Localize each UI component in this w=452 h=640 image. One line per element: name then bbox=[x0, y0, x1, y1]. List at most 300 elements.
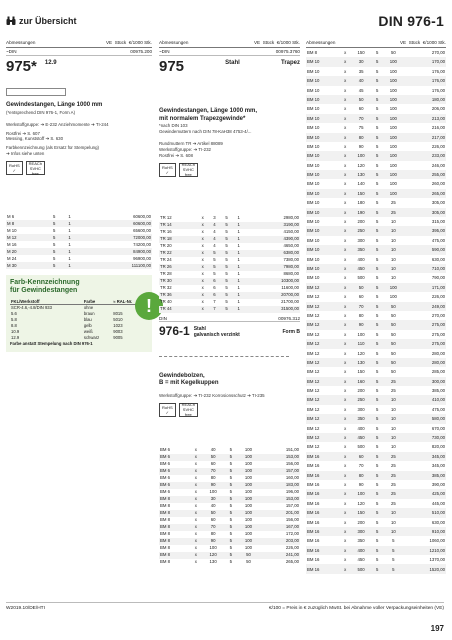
table-header-cell: ≈ RAL-Nr. bbox=[112, 298, 148, 304]
table-cell: x bbox=[340, 527, 350, 536]
table-cell: 1210,00 bbox=[404, 546, 446, 555]
table-cell: 40 bbox=[350, 76, 372, 85]
table-cell: 100 bbox=[382, 170, 404, 179]
table-cell: TR 20 bbox=[160, 243, 172, 249]
product-title: Gewindestangen, Länge 1000 mm, bbox=[159, 108, 258, 115]
table-cell: 10 bbox=[382, 226, 404, 235]
table-cell: 45 bbox=[358, 87, 364, 93]
table-cell: 5 bbox=[229, 559, 232, 565]
table-cell: x bbox=[340, 57, 350, 66]
table-cell: 90 bbox=[201, 538, 225, 545]
table-row bbox=[159, 552, 300, 559]
table-cell: 226,00 bbox=[431, 294, 445, 300]
table-cell: x bbox=[340, 358, 350, 367]
table-row bbox=[306, 480, 446, 489]
table-cell: 5 bbox=[229, 545, 232, 551]
table-cell: 5 bbox=[221, 222, 233, 229]
table-cell: 1023 bbox=[113, 322, 123, 328]
table-cell: BM 10 bbox=[306, 151, 340, 160]
table-cell: 120 bbox=[357, 350, 365, 356]
table-cell: x bbox=[340, 546, 350, 555]
table-row bbox=[159, 510, 300, 517]
table-cell: 1 bbox=[237, 215, 240, 221]
table-cell: TR 40 bbox=[160, 299, 172, 305]
table-cell: 5 bbox=[376, 350, 379, 356]
table-row bbox=[6, 255, 152, 262]
table-cell: 5 bbox=[376, 500, 379, 506]
table-cell: BM 12 bbox=[307, 294, 320, 300]
table-cell: 5 bbox=[372, 358, 382, 367]
table-cell: 500 bbox=[357, 275, 365, 281]
table-cell: x bbox=[201, 229, 204, 235]
column-din-975-12-9 bbox=[6, 40, 152, 352]
table-cell: BM 12 bbox=[306, 377, 340, 386]
table-cell: 9003 bbox=[113, 328, 123, 334]
table-row bbox=[6, 227, 152, 234]
header-price: €/1000 Stk. bbox=[276, 40, 300, 45]
table-row bbox=[306, 179, 446, 188]
table-cell: 5 bbox=[372, 377, 382, 386]
table-cell: 5 bbox=[376, 519, 379, 525]
table-cell: 60600,00 bbox=[133, 214, 151, 220]
table-cell: 590,00 bbox=[404, 245, 446, 254]
table-cell: 100 bbox=[389, 87, 397, 93]
table-cell: 300 bbox=[350, 527, 372, 536]
table-cell: 25 bbox=[390, 481, 396, 487]
table-cell: BM 10 bbox=[307, 237, 320, 243]
table-row bbox=[306, 536, 446, 545]
table-cell: 100 bbox=[389, 181, 397, 187]
table-cell: 246,00 bbox=[431, 162, 445, 168]
table-cell: BM 10 bbox=[307, 200, 320, 206]
table-cell: 5 bbox=[221, 278, 233, 285]
table-cell: 5 bbox=[221, 236, 233, 243]
trapez-price-table bbox=[159, 215, 300, 313]
table-row bbox=[306, 245, 446, 254]
compliance-badges bbox=[6, 161, 152, 175]
table-cell: 5 bbox=[376, 275, 379, 281]
table-cell: BM 12 bbox=[306, 414, 340, 423]
table-cell: BM 10 bbox=[307, 87, 320, 93]
table-cell: 5 bbox=[372, 395, 382, 404]
table-cell: x bbox=[344, 369, 347, 375]
table-cell: 5 bbox=[376, 181, 379, 187]
table-row bbox=[159, 229, 300, 236]
table-cell: BM 12 bbox=[307, 350, 320, 356]
table-cell: 5 bbox=[221, 264, 233, 271]
article-number: 00976.312 bbox=[278, 315, 300, 321]
table-cell: BM 12 bbox=[307, 406, 320, 412]
table-cell: 820,00 bbox=[431, 444, 445, 450]
table-cell: 4 bbox=[208, 236, 220, 243]
table-cell: 5 bbox=[213, 257, 216, 263]
table-cell: TR 32 bbox=[160, 285, 172, 291]
round-nut-link[interactable]: Rundmuttern TR ➔ Artikel 88089 bbox=[159, 140, 223, 146]
table-cell: 5 bbox=[225, 257, 228, 263]
material-group-link[interactable]: Werkstoffgruppe: ➔ E-232 Anziehmomente ➔ TI-244 bbox=[6, 121, 109, 127]
table-cell: BM 6 bbox=[160, 461, 171, 467]
table-cell: 153,00 bbox=[260, 496, 300, 503]
table-cell: x bbox=[190, 468, 201, 475]
table-cell: 60 bbox=[358, 294, 364, 300]
header-ve: VE bbox=[105, 40, 113, 45]
table-row bbox=[159, 496, 300, 503]
table-cell: 100 bbox=[209, 545, 217, 551]
table-cell: 6 bbox=[213, 285, 216, 291]
table-cell: 213,00 bbox=[404, 114, 446, 123]
table-cell: x bbox=[344, 237, 347, 243]
table-cell: 265,00 bbox=[285, 559, 299, 565]
table-cell: 176,00 bbox=[431, 87, 445, 93]
table-cell: 80 bbox=[210, 531, 216, 537]
table-cell: 425,00 bbox=[404, 489, 446, 498]
table-cell: 70 bbox=[350, 114, 372, 123]
table-cell: 5 bbox=[376, 369, 379, 375]
table-cell: 5 bbox=[372, 471, 382, 480]
table-cell: 5 bbox=[52, 228, 56, 234]
table-cell: 50 bbox=[390, 331, 396, 337]
table-cell: 84900,00 bbox=[77, 248, 152, 255]
table-cell: 1 bbox=[68, 228, 71, 234]
table-row bbox=[10, 334, 148, 340]
table-cell: 160,00 bbox=[285, 475, 299, 481]
table-cell: BM 10 bbox=[306, 114, 340, 123]
table-cell: 670,00 bbox=[431, 425, 445, 431]
table-row bbox=[6, 213, 152, 220]
table-cell: BM 6 bbox=[160, 447, 171, 453]
back-to-overview-link[interactable] bbox=[6, 16, 77, 26]
table-cell: x bbox=[344, 500, 347, 506]
free-label: free bbox=[31, 170, 39, 176]
table-cell: 40 bbox=[210, 447, 216, 453]
table-cell: 100 bbox=[244, 517, 253, 523]
table-cell: 275,00 bbox=[431, 331, 445, 337]
table-cell: 1 bbox=[62, 262, 77, 269]
table-cell: 70 bbox=[201, 468, 225, 475]
table-cell: 450 bbox=[350, 264, 372, 273]
table-cell: x bbox=[194, 475, 197, 481]
table-cell: 100 bbox=[237, 510, 261, 517]
table-cell: 12.9 bbox=[11, 334, 20, 340]
table-cell: x bbox=[344, 331, 347, 337]
table-cell: x bbox=[197, 278, 208, 285]
table-cell: BM 8 bbox=[159, 496, 190, 503]
table-cell: BM 8 bbox=[160, 531, 171, 537]
table-cell: 5 bbox=[225, 524, 236, 531]
table-cell: TR 28 bbox=[160, 271, 172, 277]
table-cell: 315,00 bbox=[431, 219, 445, 225]
table-cell: 5 bbox=[229, 531, 232, 537]
table-cell: 5 bbox=[376, 425, 379, 431]
table-cell: 5 bbox=[225, 285, 228, 291]
table-cell: 2980,00 bbox=[283, 215, 299, 221]
table-cell: 5 bbox=[372, 245, 382, 254]
free-label: free bbox=[184, 412, 192, 418]
table-cell: BM 12 bbox=[307, 444, 320, 450]
table-cell: 1 bbox=[62, 234, 77, 241]
table-cell: 110 bbox=[350, 339, 372, 348]
top-bar bbox=[0, 0, 452, 38]
table-cell: 580,00 bbox=[404, 414, 446, 423]
table-cell: 167,00 bbox=[260, 524, 300, 531]
table-cell: 445,00 bbox=[431, 500, 445, 506]
table-cell: 1 bbox=[237, 243, 240, 249]
table-cell: 5 bbox=[221, 292, 233, 299]
table-cell: 250 bbox=[350, 395, 372, 404]
table-cell: 50 bbox=[201, 510, 225, 517]
table-cell: 5 bbox=[225, 243, 228, 249]
table-row bbox=[306, 367, 446, 376]
table-cell: 260,00 bbox=[431, 181, 445, 187]
table-cell: x bbox=[194, 447, 197, 453]
table-cell: 60600,00 bbox=[77, 220, 152, 227]
table-cell: 4150,00 bbox=[283, 229, 299, 235]
table-cell: 270,00 bbox=[431, 312, 445, 318]
column-header bbox=[306, 40, 446, 48]
table-cell: x bbox=[194, 545, 197, 551]
table-row bbox=[306, 264, 446, 273]
table-cell: 100 bbox=[389, 125, 397, 131]
table-cell: 206,00 bbox=[431, 106, 445, 112]
footer bbox=[6, 602, 444, 611]
table-cell: 100 bbox=[382, 95, 404, 104]
table-row bbox=[159, 292, 300, 299]
table-cell: 280,00 bbox=[404, 358, 446, 367]
table-cell: x bbox=[344, 200, 347, 206]
table-cell: x bbox=[197, 306, 208, 313]
table-cell: x bbox=[340, 264, 350, 273]
table-row bbox=[306, 151, 446, 160]
table-cell: BM 16 bbox=[306, 452, 340, 461]
table-row bbox=[159, 545, 300, 552]
table-row bbox=[306, 123, 446, 132]
color-code-info-link[interactable]: ➔ Infos siehe unten bbox=[6, 151, 45, 157]
table-cell: 5 bbox=[372, 57, 382, 66]
table-cell: 285,00 bbox=[431, 369, 445, 375]
table-cell: 4 bbox=[213, 229, 216, 235]
table-row bbox=[306, 236, 446, 245]
table-cell: x bbox=[197, 222, 208, 229]
table-cell: M 20 bbox=[6, 248, 46, 255]
table-cell: x bbox=[344, 50, 347, 56]
table-cell: 172,00 bbox=[285, 531, 299, 537]
stainless-link[interactable]: Rostfrei ➔ S. 607 bbox=[6, 130, 40, 136]
material-group-link[interactable]: Werkstoffgruppe: ➔ TI-232 bbox=[159, 146, 212, 152]
table-cell: BM 16 bbox=[306, 508, 340, 517]
table-cell: 60 bbox=[358, 106, 364, 112]
back-label[interactable]: zur Übersicht bbox=[19, 16, 77, 26]
table-cell: 1370,00 bbox=[429, 557, 445, 563]
table-cell: 25 bbox=[390, 200, 396, 206]
table-cell: x bbox=[344, 312, 347, 318]
table-cell: 5 bbox=[225, 482, 236, 489]
check-icon: ✓ bbox=[12, 168, 17, 174]
table-cell: M 16 bbox=[7, 242, 17, 248]
table-cell: x bbox=[340, 339, 350, 348]
table-cell: 111100,00 bbox=[77, 262, 152, 269]
table-cell: 10 bbox=[382, 414, 404, 423]
table-cell: BM 10 bbox=[307, 68, 320, 74]
table-cell: 100 bbox=[382, 189, 404, 198]
table-cell: 5 bbox=[382, 564, 404, 573]
header-qty: Stück bbox=[114, 40, 127, 45]
table-cell: 1 bbox=[233, 222, 245, 229]
table-cell: 5 bbox=[372, 226, 382, 235]
table-cell: x bbox=[190, 510, 201, 517]
table-cell: BM 16 bbox=[306, 489, 340, 498]
table-cell: 75 bbox=[358, 125, 364, 131]
table-cell: 183,00 bbox=[260, 482, 300, 489]
table-cell: 100 bbox=[389, 106, 397, 112]
table-row bbox=[6, 248, 152, 255]
table-cell: 5 bbox=[372, 452, 382, 461]
strength-class: 12.9 bbox=[44, 59, 57, 66]
table-cell: 130 bbox=[350, 170, 372, 179]
table-cell: 5 bbox=[52, 242, 56, 248]
table-cell: BM 12 bbox=[306, 283, 340, 292]
reach-label: REACh bbox=[181, 162, 196, 168]
svhc-label: SVHC bbox=[29, 165, 41, 171]
product-number bbox=[6, 58, 152, 77]
table-cell: x bbox=[344, 275, 347, 281]
table-cell: 5 bbox=[225, 496, 236, 503]
table-cell: 5 bbox=[229, 447, 232, 453]
table-cell: 70 bbox=[350, 302, 372, 311]
table-cell: 5 bbox=[208, 264, 220, 271]
table-cell: 5010 bbox=[113, 316, 123, 322]
table-cell: x bbox=[340, 95, 350, 104]
table-cell: 50 bbox=[390, 369, 396, 375]
table-cell: BM 12 bbox=[307, 425, 320, 431]
table-cell: 5 bbox=[376, 68, 379, 74]
table-cell: 100 bbox=[244, 531, 253, 537]
product-title: Gewindestangen, Länge 1000 mm bbox=[6, 102, 103, 109]
table-cell: 450 bbox=[350, 433, 372, 442]
table-cell: 176,00 bbox=[404, 76, 446, 85]
table-row bbox=[159, 517, 300, 524]
table-cell: 151,00 bbox=[285, 447, 299, 453]
table-cell: 150 bbox=[357, 369, 365, 375]
table-cell: 5 bbox=[376, 219, 379, 225]
table-cell: BM 8 bbox=[159, 538, 190, 545]
table-cell: x bbox=[344, 68, 347, 74]
brass-link[interactable]: Messing, Kunststoff ➔ S. 630 bbox=[6, 136, 64, 142]
pin-price-table-continued bbox=[306, 48, 446, 574]
table-row bbox=[306, 142, 446, 151]
stainless-link[interactable]: Rostfrei ➔ S. 608 bbox=[159, 152, 193, 158]
table-cell: 100 bbox=[382, 133, 404, 142]
column-din-975-trapez bbox=[159, 40, 300, 566]
pin-price-table bbox=[159, 447, 300, 566]
table-cell: 395,00 bbox=[404, 226, 446, 235]
table-cell: 5 bbox=[372, 564, 382, 573]
table-cell: TR 16 bbox=[160, 229, 172, 235]
table-cell: 5 bbox=[376, 143, 379, 149]
table-cell: 5 bbox=[213, 271, 216, 277]
table-cell: 72000,00 bbox=[77, 234, 152, 241]
threaded-rod-drawing bbox=[6, 88, 66, 96]
table-row bbox=[306, 67, 446, 76]
table-cell: 180,00 bbox=[404, 95, 446, 104]
table-cell: 100 bbox=[382, 57, 404, 66]
table-cell: 25 bbox=[382, 471, 404, 480]
table-row bbox=[159, 461, 300, 468]
table-cell: 60 bbox=[210, 461, 216, 467]
table-row bbox=[306, 414, 446, 423]
table-cell: 5.8 bbox=[11, 316, 17, 322]
table-cell: 1 bbox=[233, 264, 245, 271]
table-cell: BM 12 bbox=[307, 388, 320, 394]
table-cell: 96900,00 bbox=[133, 256, 151, 262]
table-cell: BM 10 bbox=[307, 125, 320, 131]
table-cell: 160 bbox=[350, 377, 372, 386]
table-cell: x bbox=[340, 414, 350, 423]
table-cell: 475,00 bbox=[431, 406, 445, 412]
table-row bbox=[6, 262, 152, 269]
table-cell: 5 bbox=[225, 538, 236, 545]
pin-material-link[interactable]: Werkstoffgruppe: ➔ TI-232 Korrosionsschutz ➔ TI-235 bbox=[159, 392, 265, 398]
table-cell: BM 16 bbox=[307, 557, 320, 563]
table-cell: x bbox=[194, 531, 197, 537]
table-cell: x bbox=[344, 538, 347, 544]
table-cell: 200 bbox=[357, 388, 365, 394]
catalog-edition: W2019.10/DE/HTI bbox=[6, 606, 45, 611]
table-cell: M 10 bbox=[7, 228, 17, 234]
rohs-badge bbox=[6, 161, 23, 175]
header-ve: VE bbox=[253, 40, 261, 45]
reach-label: REACh bbox=[181, 402, 196, 408]
table-cell: 4 bbox=[213, 243, 216, 249]
table-cell: BM 10 bbox=[307, 143, 320, 149]
table-cell: 50 bbox=[350, 283, 372, 292]
table-cell: 156,00 bbox=[285, 517, 299, 523]
table-cell: 120 bbox=[201, 552, 225, 559]
table-cell: 100 bbox=[237, 538, 261, 545]
table-cell: 100 bbox=[382, 76, 404, 85]
table-cell: 5 bbox=[372, 264, 382, 273]
table-cell: 5 bbox=[52, 214, 56, 220]
table-row bbox=[159, 454, 300, 461]
table-cell: 50 bbox=[382, 302, 404, 311]
table-cell: 100 bbox=[244, 475, 253, 481]
table-row bbox=[306, 170, 446, 179]
table-cell: BM 6 bbox=[160, 475, 171, 481]
table-cell: BM 16 bbox=[306, 527, 340, 536]
table-row bbox=[306, 377, 446, 386]
table-cell: 100 bbox=[389, 143, 397, 149]
table-cell: 10 bbox=[382, 527, 404, 536]
table-cell: x bbox=[340, 245, 350, 254]
table-cell: 216,00 bbox=[431, 125, 445, 131]
table-cell: 400 bbox=[350, 546, 372, 555]
table-cell: x bbox=[190, 538, 201, 545]
table-row bbox=[306, 283, 446, 292]
table-cell: 100 bbox=[209, 489, 217, 495]
table-cell: 10 bbox=[390, 219, 396, 225]
table-cell: 156,00 bbox=[285, 461, 299, 467]
article-code bbox=[159, 49, 300, 56]
table-cell: BM 10 bbox=[307, 162, 320, 168]
table-cell: 1 bbox=[237, 229, 240, 235]
table-cell: 100 bbox=[244, 461, 253, 467]
table-cell: 100 bbox=[237, 496, 261, 503]
table-cell: x bbox=[190, 482, 201, 489]
table-cell: 510,00 bbox=[404, 508, 446, 517]
table-cell: x bbox=[340, 302, 350, 311]
table-row bbox=[306, 339, 446, 348]
table-cell: 100 bbox=[244, 489, 253, 495]
table-row bbox=[306, 302, 446, 311]
